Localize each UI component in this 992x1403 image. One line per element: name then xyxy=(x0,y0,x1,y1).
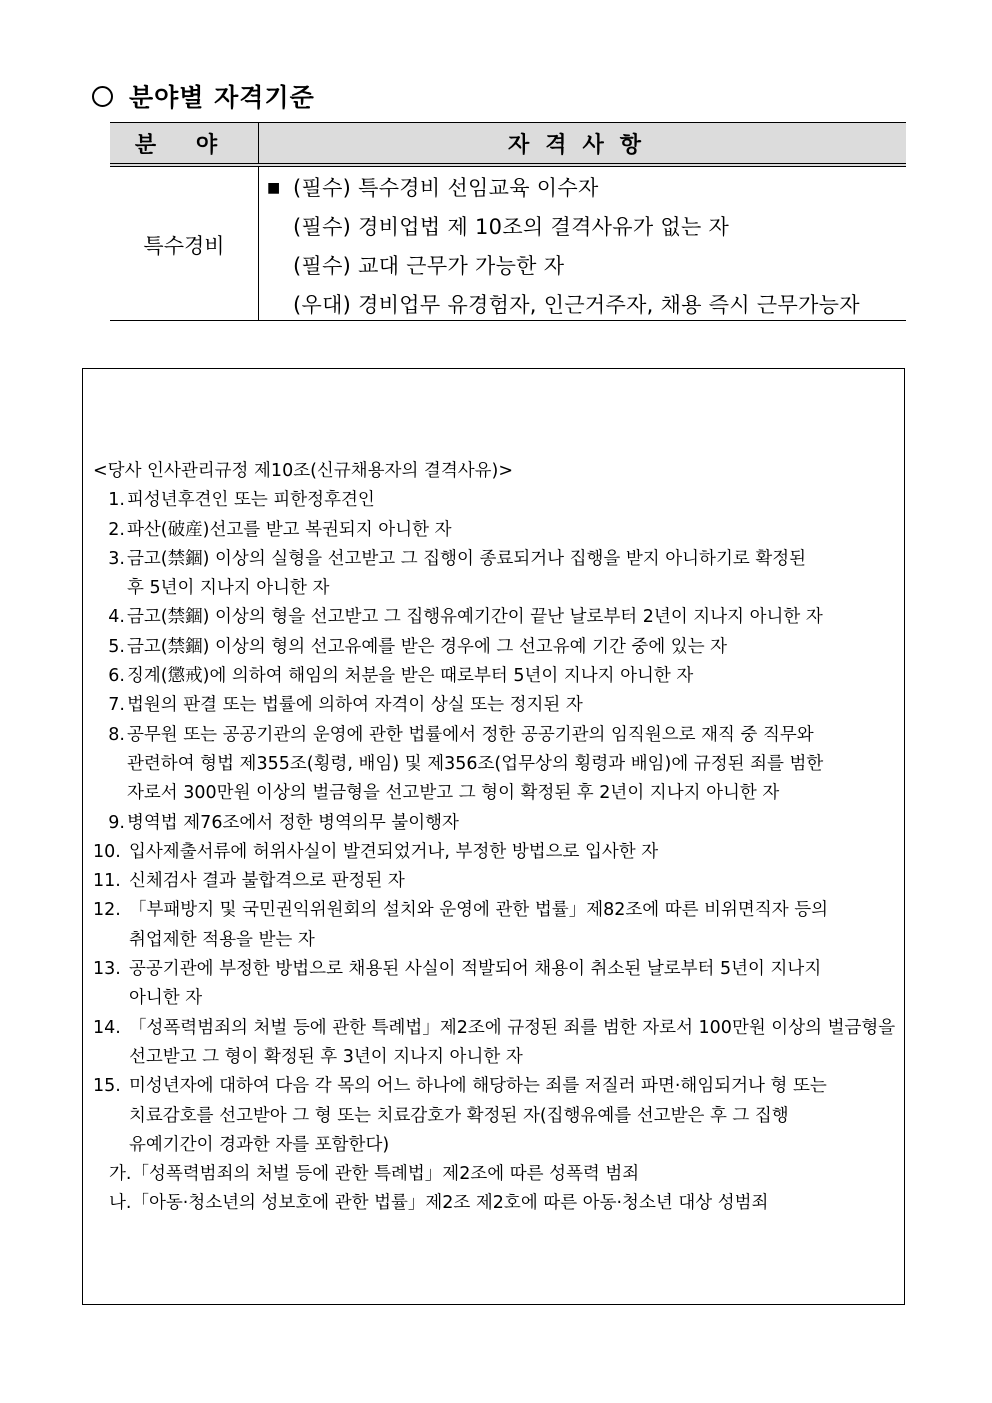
list-item-text xyxy=(127,662,898,691)
sub-list-item: 나.「아동·청소년의 성보호에 관한 법률」제2조 제2호에 따른 아동·청소년 대상 성범죄 xyxy=(109,1193,769,1214)
list-item xyxy=(93,721,898,809)
list-item-line: 공공기관에 부정한 방법으로 채용된 사실이 적발되어 채용이 취소된 날로부터 5년이 지나지 xyxy=(129,959,822,980)
list-item-text xyxy=(127,809,898,838)
criteria-table-row xyxy=(110,167,906,321)
list-item-number: 13. xyxy=(93,959,121,980)
list-item-line: 입사제출서류에 허위사실이 발견되었거나, 부정한 방법으로 입사한 자 xyxy=(129,841,659,862)
list-item-number: 6. xyxy=(108,666,125,687)
list-item xyxy=(93,867,898,896)
criteria-table-header xyxy=(110,122,906,167)
header-qualifications: 자격사항 xyxy=(507,132,657,158)
list-item-text xyxy=(127,545,898,604)
list-item-line: 치료감호를 선고받아 그 형 또는 치료감호가 확정된 자(집행유예를 선고받은 후 그 집행 xyxy=(129,1105,789,1126)
list-item xyxy=(93,545,898,604)
list-item-text xyxy=(129,1014,898,1073)
list-item-text xyxy=(127,516,898,545)
list-item xyxy=(93,691,898,720)
list-item-line: 병역법 제76조에서 정한 병역의무 불이행자 xyxy=(127,812,459,833)
list-item-line: 유예기간이 경과한 자를 포함한다) xyxy=(129,1134,390,1155)
list-item-line: 아니한 자 xyxy=(129,988,203,1009)
requirement-item: (필수) 교대 근무가 가능한 자 xyxy=(293,254,565,278)
list-item-number: 4. xyxy=(108,607,125,628)
list-item-text xyxy=(129,838,898,867)
list-item xyxy=(93,1014,898,1073)
list-item-line: 금고(禁錮) 이상의 실형을 선고받고 그 집행이 종료되거나 집행을 받지 아니하기로 확정된 xyxy=(127,548,807,569)
list-item xyxy=(93,1072,898,1160)
list-item-text xyxy=(127,603,898,632)
list-item-text xyxy=(127,721,898,809)
list-item xyxy=(93,486,898,515)
list-item-number: 1. xyxy=(108,490,125,511)
list-item-line: 신체검사 결과 불합격으로 판정된 자 xyxy=(129,871,405,892)
list-item-text xyxy=(129,867,898,896)
list-item-line: 공무원 또는 공공기관의 운영에 관한 법률에서 정한 공공기관의 임직원으로 재직 중 직무와 xyxy=(127,724,814,745)
row-field: 특수경비 xyxy=(110,167,259,320)
section-title: 분야별 자격기준 xyxy=(129,83,315,112)
list-item-line: 후 5년이 지나지 아니한 자 xyxy=(127,578,330,599)
list-item xyxy=(93,633,898,662)
list-item-number: 11. xyxy=(93,871,121,892)
requirement-item: (우대) 경비업무 유경험자, 인근거주자, 채용 즉시 근무가능자 xyxy=(293,293,860,317)
list-item-text xyxy=(129,896,898,955)
list-item-text xyxy=(127,486,898,515)
list-item-number: 3. xyxy=(108,548,125,569)
list-item-line: 파산(破産)선고를 받고 복권되지 아니한 자 xyxy=(127,519,452,540)
list-item-number: 15. xyxy=(93,1076,121,1097)
header-field: 분 야 xyxy=(110,123,259,163)
list-item-number: 8. xyxy=(108,724,125,745)
list-item-line: 「성폭력범죄의 처벌 등에 관한 특례법」제2조에 규정된 죄를 범한 자로서 100만원 이상의 벌금형을 xyxy=(129,1017,896,1038)
list-item-line: 관련하여 형법 제355조(횡령, 배임) 및 제356조(업무상의 횡령과 배임)에 규정된 죄를 범한 xyxy=(127,753,824,774)
list-item-line: 미성년자에 대하여 다음 각 목의 어느 하나에 해당하는 죄를 저질러 파면·해임되거나 형 또는 xyxy=(129,1076,827,1097)
square-bullet-icon: ■ xyxy=(267,180,281,196)
sub-list-item: 가.「성폭력범죄의 처벌 등에 관한 특례법」제2조에 따른 성폭력 범죄 xyxy=(109,1164,640,1185)
rule-title: <당사 인사관리규정 제10조(신규채용자의 결격사유)> xyxy=(93,461,514,481)
list-item xyxy=(93,662,898,691)
criteria-table xyxy=(110,122,906,321)
list-item-text xyxy=(129,1072,898,1160)
requirement-item: (필수) 경비업법 제 10조의 결격사유가 없는 자 xyxy=(293,215,730,239)
list-item-number: 7. xyxy=(108,695,125,716)
list-item-line: 선고받고 그 형이 확정된 후 3년이 지나지 아니한 자 xyxy=(129,1046,523,1067)
list-item-line: 취업제한 적용을 받는 자 xyxy=(129,929,315,950)
section-heading xyxy=(92,78,315,114)
list-item xyxy=(93,809,898,838)
list-item-line: 피성년후견인 또는 피한정후견인 xyxy=(127,490,375,511)
list-item-line: 금고(禁錮) 이상의 형의 선고유예를 받은 경우에 그 선고유예 기간 중에 있는 자 xyxy=(127,636,728,657)
list-item-line: 자로서 300만원 이상의 벌금형을 선고받고 그 형이 확정된 후 2년이 지나지 아니한 자 xyxy=(127,783,780,804)
circle-bullet-icon xyxy=(92,86,113,107)
disqualification-content xyxy=(93,457,898,1219)
list-item-number: 14. xyxy=(93,1017,121,1038)
list-item-line: 법원의 판결 또는 법률에 의하여 자격이 상실 또는 정지된 자 xyxy=(127,695,583,716)
list-item xyxy=(93,516,898,545)
list-item-line: 「부패방지 및 국민권익위원회의 설치와 운영에 관한 법률」제82조에 따른 비위면직자 등의 xyxy=(129,900,829,921)
list-item xyxy=(93,603,898,632)
list-item-number: 9. xyxy=(108,812,125,833)
list-item-number: 2. xyxy=(108,519,125,540)
list-item-line: 징계(懲戒)에 의하여 해임의 처분을 받은 때로부터 5년이 지나지 아니한 자 xyxy=(127,666,694,687)
list-item-text xyxy=(127,633,898,662)
list-item-text xyxy=(127,691,898,720)
list-item xyxy=(93,896,898,955)
row-requirements xyxy=(259,167,906,320)
requirement-item: ■ (필수) 특수경비 선임교육 이수자 xyxy=(259,170,906,209)
list-item-number: 5. xyxy=(108,636,125,657)
list-item xyxy=(93,955,898,1014)
list-item xyxy=(93,838,898,867)
list-item-number: 12. xyxy=(93,900,121,921)
list-item-number: 10. xyxy=(93,841,121,862)
list-item-text xyxy=(129,955,898,1014)
disqualification-box xyxy=(82,368,905,1305)
list-item-line: 금고(禁錮) 이상의 형을 선고받고 그 집행유예기간이 끝난 날로부터 2년이 지나지 아니한 자 xyxy=(127,607,823,628)
